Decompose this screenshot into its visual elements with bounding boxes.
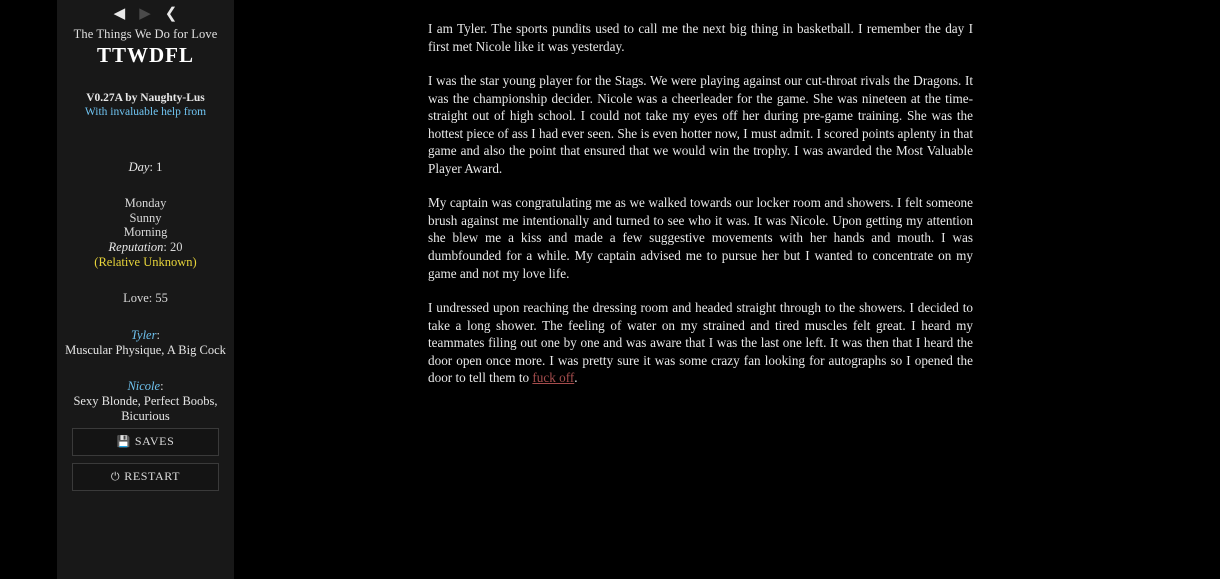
collapse-sidebar-icon[interactable]: ❮	[164, 5, 178, 22]
right-gutter	[1163, 0, 1220, 579]
love-stat: Love: 55	[123, 291, 168, 306]
character-nicole-name-row	[57, 379, 234, 394]
left-gutter	[0, 0, 57, 579]
story-paragraph: My captain was congratulating me as we walked towards our locker room and showers. I felt someone brush against me intentionally and turned to see who it was. It was Nicole. Upon getting my attention she blew me a kiss and made a few suggestive movements with her hands and mouth. I was dumbfounded for a while. My captain advised me to pursue her but I wanted to concentrate on my game and not my love life.	[428, 195, 973, 281]
credit-line: With invaluable help from	[84, 106, 207, 118]
restart-button[interactable]	[72, 463, 219, 491]
save-icon: 💾	[116, 436, 131, 448]
day-label: Day	[128, 160, 150, 174]
back-icon[interactable]: ◀	[113, 5, 126, 22]
story-text	[428, 20, 973, 404]
character-nicole	[57, 379, 234, 423]
character-tyler	[57, 328, 234, 357]
main-content	[234, 0, 1220, 579]
sidebar-buttons	[72, 428, 219, 498]
reputation-rank: (Relative Unknown)	[94, 254, 197, 269]
character-tyler-name-row	[57, 328, 234, 343]
sidebar	[57, 0, 234, 579]
story-paragraph-end: .	[574, 370, 578, 386]
sidebar-nav	[57, 0, 234, 24]
status-weather: Sunny	[129, 210, 162, 225]
character-nicole-colon: :	[160, 379, 164, 394]
saves-button-label: SAVES	[134, 434, 175, 448]
story-paragraph-with-choice	[428, 299, 973, 387]
story-paragraph: I am Tyler. The sports pundits used to call me the next big thing in basketball. I remember the day I first met Nicole like it was yesterday.	[428, 21, 973, 54]
saves-button[interactable]	[72, 428, 219, 456]
restart-button-label: RESTART	[124, 469, 181, 483]
status-time-of-day: Morning	[123, 225, 168, 240]
power-icon: ⏻	[110, 471, 121, 483]
game-title: TTWDFL	[96, 43, 194, 67]
status-reputation	[57, 240, 234, 255]
character-tyler-desc: Muscular Physique, A Big Cock	[65, 342, 226, 357]
reputation-label: Reputation	[108, 239, 164, 254]
forward-icon[interactable]: ▶	[139, 5, 151, 22]
character-tyler-name: Tyler	[131, 328, 157, 343]
day-indicator	[57, 160, 234, 175]
character-tyler-colon: :	[156, 328, 160, 343]
game-subtitle: The Things We Do for Love	[73, 27, 218, 41]
choice-link-fuck-off[interactable]: fuck off	[532, 370, 575, 386]
story-paragraph: I was the star young player for the Stags. We were playing against our cut-throat rivals the Dragons. It was the championship decider. Nicole was a cheerleader for the game. She was nineteen at the time- straight out of high school. I could not take my eyes off her during pre-game training. She was the hottest piece of ass I had ever seen. She is even hotter now, I must admit. I scored points aplenty in that game and also the point that ensured that we would win the trophy. I was awarded the Most Valuable Player Award.	[428, 73, 973, 176]
story-paragraph-text: I undressed upon reaching the dressing room and headed straight through to the showers. I decided to take a long shower. The feeling of water on my strained and tired muscles felt great. I heard my teammates filing out one by one and was aware that I was the last one left. It was then that I heard the door open once more. I was pretty sure it was some crazy fan looking for autographs so I opened the door to tell them to	[428, 300, 973, 386]
status-block	[57, 196, 234, 269]
character-nicole-name: Nicole	[127, 379, 161, 394]
reputation-value: : 20	[163, 239, 183, 254]
game-version: V0.27A by Naughty-Lus	[86, 92, 205, 104]
status-weekday: Monday	[124, 196, 167, 210]
character-nicole-desc: Sexy Blonde, Perfect Boobs, Bicurious	[73, 394, 218, 423]
day-value: : 1	[149, 160, 163, 174]
